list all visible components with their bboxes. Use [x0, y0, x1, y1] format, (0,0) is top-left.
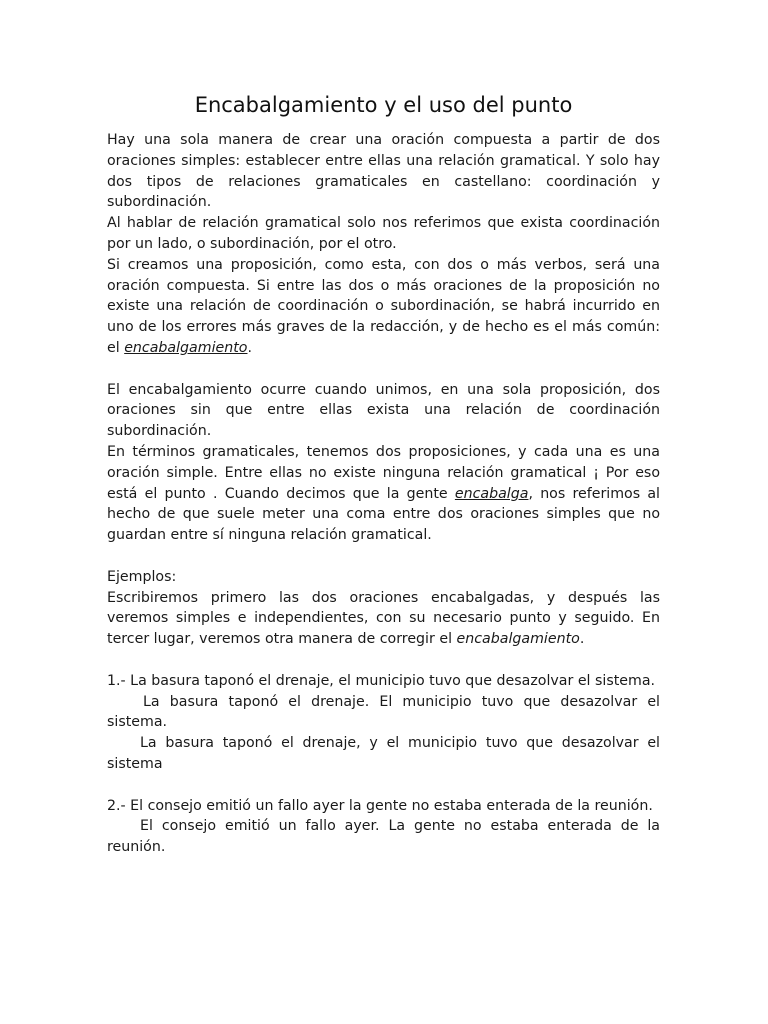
- spacer: [107, 775, 660, 796]
- paragraph-grammar: [107, 442, 660, 546]
- term-encabalgamiento-italic: encabalgamiento: [456, 631, 580, 648]
- paragraph-examples-end: .: [579, 631, 585, 648]
- example-2-corrected-period: El consejo emitió un fallo ayer. La gente no estaba enterada de la reunión.: [107, 818, 660, 856]
- example-2-original: 2.- El consejo emitió un fallo ayer la gente no estaba enterada de la reunión.: [107, 797, 653, 814]
- paragraph-examples-text: Escribiremos primero las dos oraciones encabalgadas, y después las veremos simples e independientes, con su necesario punto y seguido. En tercer lugar, veremos otra manera de corregir el: [107, 589, 660, 648]
- example-1-corrected-coordination: La basura taponó el drenaje, y el municipio tuvo que desazolvar el sistema: [107, 735, 660, 772]
- spacer: [107, 546, 660, 567]
- term-encabalga: encabalga: [454, 485, 529, 502]
- paragraph-compound-text: Si creamos una proposición, como esta, con dos o más verbos, será una oración compuesta. Si entre las dos o más oraciones de la proposición no existe una relación de coordinación o subordinación, se habrá incurrido en uno de los errores más graves de la redacción, y de hecho es el más común: el: [107, 256, 660, 356]
- example-1-corrected-period: La basura taponó el drenaje. El municipio tuvo que desazolvar el sistema.: [107, 693, 660, 731]
- examples-label: Ejemplos:: [107, 568, 177, 585]
- spacer: [107, 650, 660, 671]
- paragraph-intro: Hay una sola manera de crear una oración compuesta a partir de dos oraciones simples: establecer entre ellas una relación gramatical. Y solo hay dos tipos de relaciones gramaticales en castellano: coordinación y subordinación.: [107, 132, 660, 211]
- paragraph-compound: [107, 255, 660, 359]
- paragraph-examples-intro: [107, 588, 660, 650]
- example-1-original: 1.- La basura taponó el drenaje, el municipio tuvo que desazolvar el sistema.: [107, 672, 656, 689]
- paragraph-compound-end: .: [247, 339, 252, 356]
- paragraph-definition: El encabalgamiento ocurre cuando unimos, en una sola proposición, dos oraciones sin que entre ellas exista una relación de coordinación subordinación.: [107, 381, 660, 440]
- spacer: [107, 359, 660, 380]
- document-title: Encabalgamiento y el uso del punto: [194, 93, 573, 117]
- paragraph-grammar-text: En términos gramaticales, tenemos dos proposiciones, y cada una es una oración simple. Entre ellas no existe ninguna relación gramatical ¡ Por eso está el punto . Cuando decimos que la gente: [107, 443, 660, 502]
- document-page: [107, 92, 660, 858]
- paragraph-grammar-end: , nos referimos al hecho de que suele meter una coma entre dos oraciones simples que no guardan entre sí ninguna relación gramatical.: [107, 485, 660, 544]
- term-encabalgamiento: encabalgamiento: [124, 339, 248, 356]
- paragraph-relation: Al hablar de relación gramatical solo nos referimos que exista coordinación por un lado, o subordinación, por el otro.: [107, 215, 660, 252]
